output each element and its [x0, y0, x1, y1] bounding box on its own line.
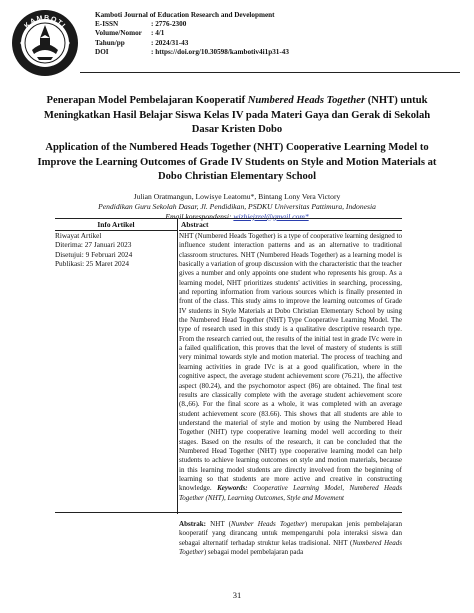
title-id-text: Penerapan Model Pembelajaran Kooperatif — [46, 95, 248, 106]
email-label: Email korespondensi: — [165, 211, 234, 221]
article-info-heading: Info Artikel — [55, 218, 177, 231]
header-divider — [80, 72, 460, 73]
title-indonesian — [30, 94, 444, 138]
keywords-line — [179, 484, 402, 501]
meta-value: : 2776-2300 — [151, 20, 187, 29]
abstrak-label: Abstrak: — [179, 520, 207, 528]
meta-value: : 2024/31-43 — [151, 38, 189, 47]
meta-row-year — [95, 39, 289, 48]
title-id-italic: Numbered Heads Together — [247, 95, 366, 106]
author-names: Julian Oratmangun, Lowisye Leatomu*, Bintang Lony Vera Victory — [133, 192, 341, 201]
abstract-text: NHT (Numbered Heads Together) is a type of cooperative learning designed to influence student interaction patterns and as an alternative to traditional classroom structures. NHT (Numbered Heads Together) as a learning model is basically a variation of group discussion with the characteristic that the teacher gives a number and only appoints one student who represents his group. As a learning model, NHT prioritizes students' activities in searching, processing, and reporting information from various sources which is finally presented in front of the class. This study aims to improve the learning outcomes of Grade IV students in Style Materials at Dobo Christian Elementary School by using the Numbered Head Together (NHT) Type Cooperative Learning Model. The type of research used in this study is a qualitative descriptive research type. From the research carried out, the results of the initial test in grade IVc were in a failed qualification, this proves that the level of mastery of students is still very minimal towards style and motion material. The process of teaching and learning activities in grade IVc is at a good qualification, where in the cognitive aspect, the average student achievement score (76.21), the affective aspect (80.24), and the psychomotor aspect (86) are obtained. The final test results are classically complete with the average student achievement score (8.,66). For the final score as a whole, it was completed with an average student achievement score (83.66). This shows that all students are able to understand the material of style and motion by using the Numbered Head Together (NHT) type cooperative learning model well according to their stages. Based on the results of the research, it can be concluded that the Numbered Head Together (NHT) type cooperative learning model can help students to achieve learning outcomes on style and motion materials, because in this learning model students are directly involved from the beginning of learning so that students are more active and creative in constructing knowledge. — [179, 232, 402, 493]
column-divider — [177, 218, 178, 514]
author-block — [30, 192, 444, 221]
email-link[interactable]: wizhiejzrel@gmail.com* — [233, 211, 309, 221]
meta-value: : 4/1 — [151, 29, 165, 38]
article-history-label: Riwayat Artikel — [55, 231, 102, 240]
abstrak-text: ) sebagai model pembelajaran pada — [203, 548, 304, 557]
doi-link[interactable]: : https://doi.org/10.30598/kambotiv4i1p31-43 — [151, 47, 289, 56]
abstract-section — [179, 218, 402, 503]
abstract-body — [179, 232, 402, 503]
meta-key: E-ISSN — [95, 20, 119, 29]
received-date: Diterima: 27 Januari 2023 — [55, 240, 132, 250]
abstrak-text: ) merupakan jenis pembelajaran kooperatif yang dirancang untuk mempengaruhi pola interaksi siswa dan sebagai alternatif terhadap struktur kelas tradisional. NHT ( — [179, 520, 402, 547]
abstrak-text: NHT ( — [206, 520, 231, 528]
logo-text: KAMBOTI — [23, 14, 67, 31]
published-date: Publikasi: 25 Maret 2024 — [55, 259, 129, 269]
journal-logo — [10, 8, 80, 78]
meta-key: Tahun/pp — [95, 38, 125, 47]
abstrak-italic: Numbered Heads Together — [179, 538, 402, 557]
meta-row-volume — [95, 29, 289, 38]
keywords-label: Keywords: — [217, 484, 248, 493]
title-english: Application of the Numbered Heads Together (NHT) Cooperative Learning Model to Improve the Learning Outcomes of Grade IV Students on Style and Motion Materials at Dobo Christian Elementary School — [37, 142, 437, 183]
author-affiliation: Pendidikan Guru Sekolah Dasar, Jl. Pendidikan, PSDKU Universitas Pattimura, Indonesia — [98, 201, 376, 211]
meta-row-issn — [95, 20, 289, 29]
journal-header — [8, 8, 466, 78]
abstract-bottom-rule — [55, 512, 402, 513]
keywords-text: Cooperative Learning Model, Numbered Heads Together (NHT), Learning Outcomes, Style and Movement — [179, 484, 402, 502]
meta-key: DOI — [95, 47, 109, 56]
abstrak-italic: Number Heads Together — [230, 520, 305, 528]
journal-name: Kamboti Journal of Education Research and Development — [95, 11, 275, 19]
journal-meta — [95, 11, 289, 57]
accepted-date: Disetujui: 9 Februari 2024 — [55, 249, 133, 259]
abstract-heading: Abstract — [179, 218, 402, 231]
meta-key: Volume/Nomor — [95, 29, 142, 38]
abstrak-indonesian — [179, 520, 402, 557]
meta-row-doi — [95, 48, 289, 57]
page-number: 31 — [232, 590, 242, 600]
article-info — [55, 218, 177, 269]
title-id-text: (NHT) untuk Meningkatkan Hasil Belajar Siswa Kelas IV pada Materi Gaya dan Gerak di Sekolah Dasar Kristen Dobo — [43, 95, 431, 136]
